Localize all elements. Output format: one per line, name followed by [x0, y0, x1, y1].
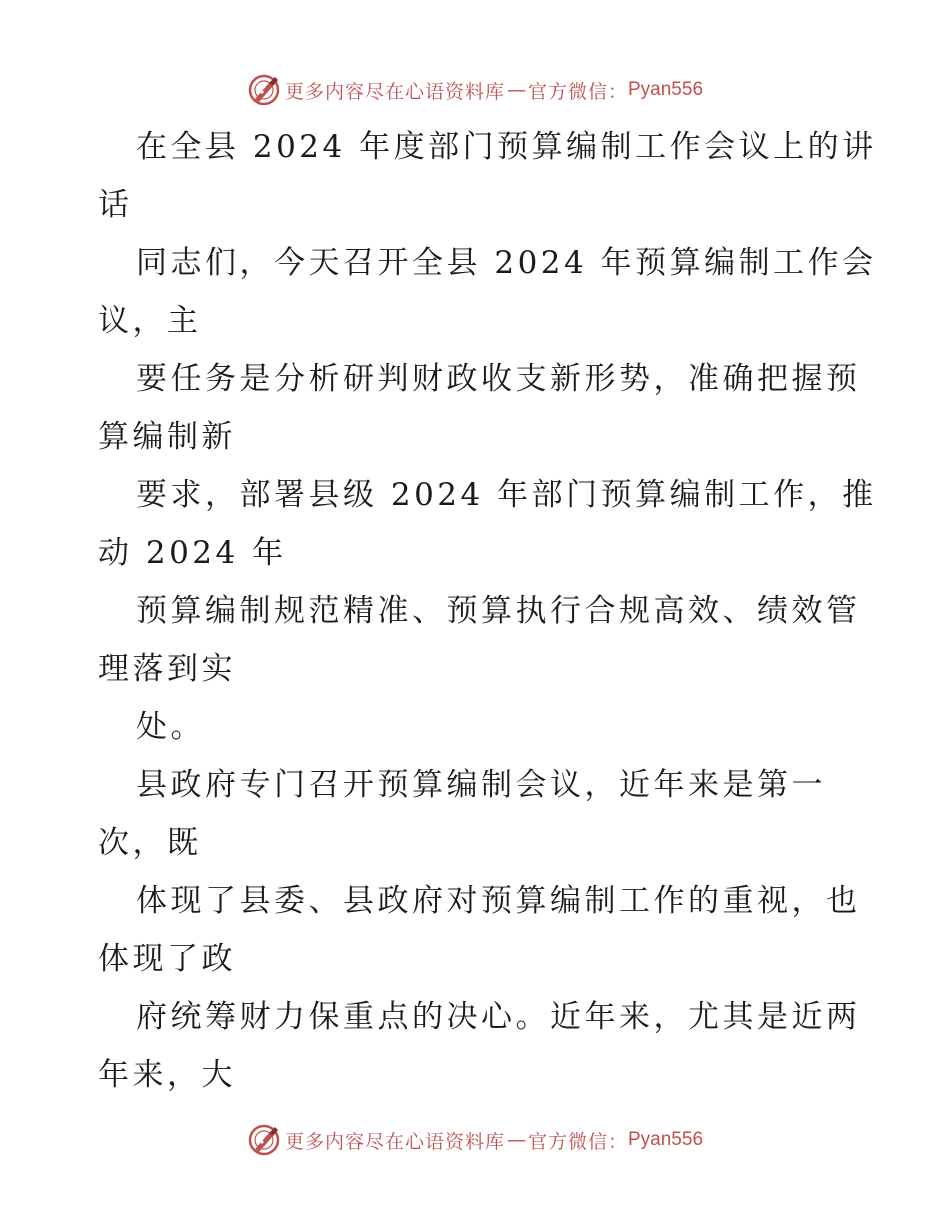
doc-title-line-1: 在全县 2024 年度部门预算编制工作会议上的讲 — [136, 129, 877, 165]
doc-line: 同志们，今天召开全县 2024 年预算编制工作会 — [136, 245, 877, 281]
doc-line: 次，既 — [98, 825, 202, 861]
footer-brand-text: 更多内容尽在心语资料库 — [284, 1130, 505, 1153]
pen-nib-circle-icon — [247, 1123, 281, 1157]
doc-line: 理落到实 — [98, 651, 236, 687]
header-brand-text: 更多内容尽在心语资料库 — [284, 80, 505, 103]
doc-line: 算编制新 — [98, 419, 236, 455]
header-wechat-label: 官方微信： — [527, 80, 628, 103]
doc-line: 要任务是分析研判财政收支新形势，准确把握预 — [136, 361, 861, 397]
footer-wechat-label: 官方微信： — [527, 1130, 628, 1153]
footer-banner — [0, 1120, 950, 1160]
doc-line: 预算编制规范精准、预算执行合规高效、绩效管 — [136, 593, 861, 629]
doc-line: 要求，部署县级 2024 年部门预算编制工作，推 — [136, 477, 877, 513]
doc-line: 年来，大 — [98, 1057, 236, 1093]
doc-line: 动 2024 年 — [98, 535, 287, 571]
header-dash: — — [506, 79, 526, 101]
doc-line: 体现了县委、县政府对预算编制工作的重视，也 — [136, 883, 861, 919]
footer-wechat-id: Pyan556 — [628, 1129, 704, 1150]
doc-line: 处。 — [136, 709, 205, 745]
footer-dash: — — [506, 1129, 526, 1151]
pen-nib-circle-icon — [247, 73, 281, 107]
doc-line: 县政府专门召开预算编制会议，近年来是第一 — [136, 767, 826, 803]
doc-line: 议，主 — [98, 303, 202, 339]
header-banner — [0, 70, 950, 110]
header-wechat-id: Pyan556 — [628, 79, 704, 100]
doc-line: 府统筹财力保重点的决心。近年来，尤其是近两 — [136, 999, 861, 1035]
doc-line: 体现了政 — [98, 941, 236, 977]
doc-title-line-2: 话 — [98, 187, 133, 223]
